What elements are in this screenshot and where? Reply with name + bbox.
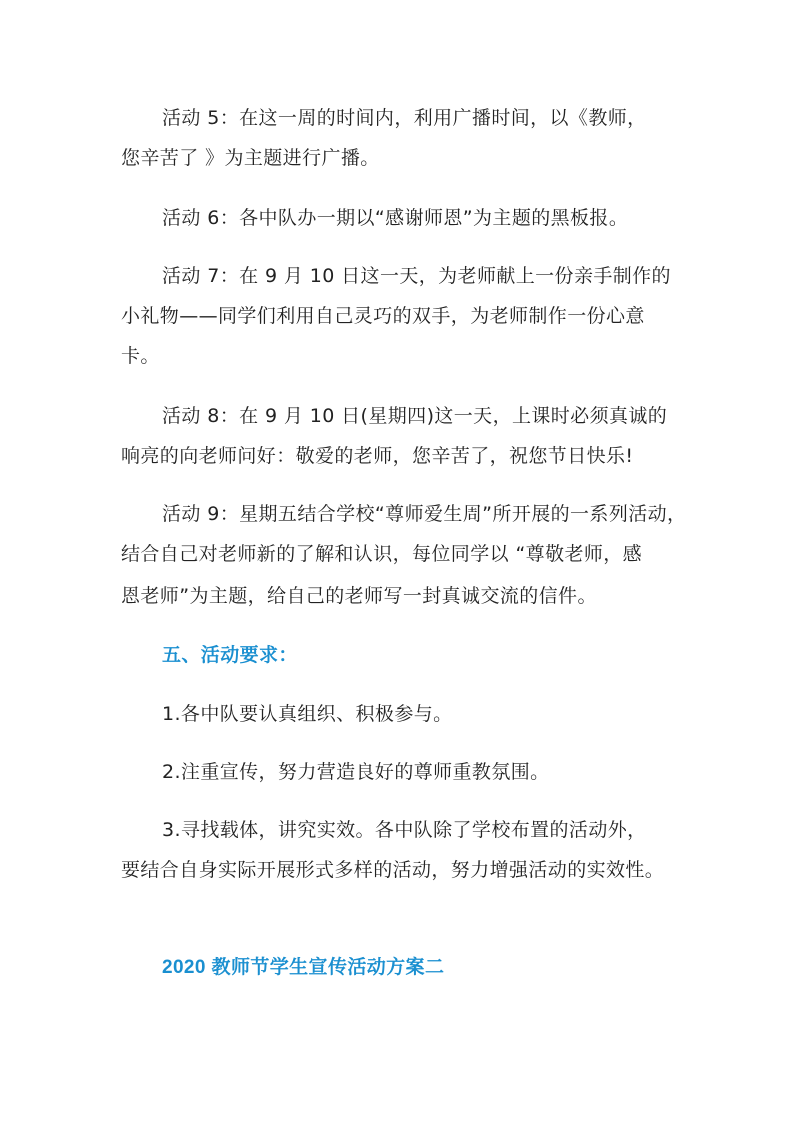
activity-9-line-2: 结合自己对老师新的了解和认识，每位同学以 “尊敬老师，感 — [121, 543, 643, 565]
activity-6-line-1: 活动 6：各中队办一期以“感谢师恩”为主题的黑板报。 — [162, 207, 629, 229]
activity-7-line-2: 小礼物——同学们利用自己灵巧的双手，为老师制作一份心意 — [121, 305, 645, 327]
activity-7-line-1: 活动 7：在 9 月 10 日这一天，为老师献上一份亲手制作的 — [162, 265, 671, 287]
requirement-1: 1.各中队要认真组织、积极参与。 — [162, 703, 453, 725]
activity-9-line-1: 活动 9：星期五结合学校“尊师爱生周”所开展的一系列活动， — [162, 503, 687, 525]
activity-7-line-3: 卡。 — [121, 345, 160, 367]
activity-5-line-2: 您辛苦了 》为主题进行广播。 — [121, 147, 380, 169]
section-heading-requirements: 五、活动要求： — [162, 645, 298, 666]
next-plan-title: 2020 教师节学生宣传活动方案二 — [162, 957, 445, 978]
requirement-3-line-1: 3.寻找载体，讲究实效。各中队除了学校布置的活动外， — [162, 819, 647, 841]
activity-8-line-2: 响亮的向老师问好：敬爱的老师，您辛苦了，祝您节日快乐! — [121, 445, 634, 467]
activity-5-line-1: 活动 5：在这一周的时间内，利用广播时间，以《教师， — [162, 107, 647, 129]
activity-8-line-1: 活动 8：在 9 月 10 日(星期四)这一天，上课时必须真诚的 — [162, 405, 668, 427]
requirement-2: 2.注重宣传，努力营造良好的尊师重教氛围。 — [162, 761, 550, 783]
activity-9-line-3: 恩老师”为主题，给自己的老师写一封真诚交流的信件。 — [121, 585, 597, 607]
requirement-3-line-2: 要结合自身实际开展形式多样的活动，努力增强活动的实效性。 — [121, 859, 665, 881]
